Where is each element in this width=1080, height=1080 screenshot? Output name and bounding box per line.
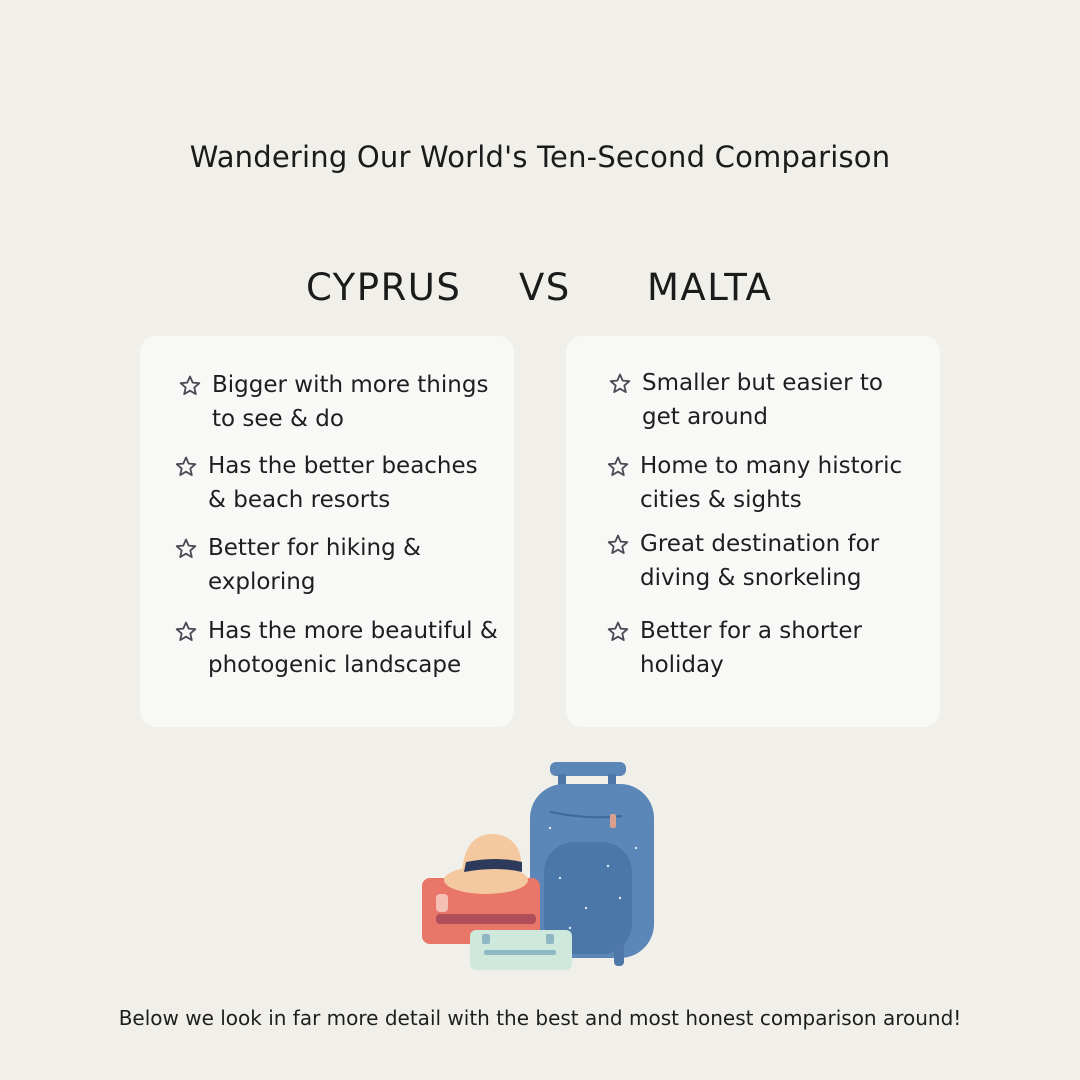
list-item-text: Better for a shorter holiday [640, 618, 862, 678]
list-item [174, 531, 498, 599]
list-item [174, 449, 498, 517]
star-icon [608, 372, 632, 396]
star-icon [174, 455, 198, 479]
cyprus-card [140, 336, 514, 727]
list-item [608, 366, 922, 434]
footer-text: Below we look in far more detail with the best and most honest comparison around! [118, 1006, 962, 1030]
list-item-text: Smaller but easier to get around [642, 370, 883, 430]
star-icon [606, 455, 630, 479]
comparison-header [0, 266, 1080, 316]
list-item [606, 449, 910, 517]
star-icon [174, 620, 198, 644]
hat-icon [444, 834, 528, 894]
list-item [178, 368, 502, 436]
list-item-text: Has the better beaches & beach resorts [208, 453, 478, 513]
list-item [606, 614, 880, 682]
star-icon [606, 620, 630, 644]
star-icon [178, 374, 202, 398]
luggage-illustration [410, 758, 670, 973]
list-item-text: Bigger with more things to see & do [212, 372, 489, 432]
list-item-text: Has the more beautiful & photogenic landscape [208, 618, 498, 678]
mint-suitcase-icon [470, 930, 572, 970]
list-item-text: Home to many historic cities & sights [640, 453, 903, 513]
list-item [606, 527, 900, 595]
malta-title: MALTA [647, 266, 773, 309]
vs-label: VS [519, 266, 571, 309]
list-item-text: Great destination for diving & snorkeling [640, 531, 880, 591]
list-item-text: Better for hiking & exploring [208, 535, 421, 595]
list-item [174, 614, 508, 682]
star-icon [174, 537, 198, 561]
page-title: Wandering Our World's Ten-Second Comparison [189, 140, 891, 174]
cyprus-title: CYPRUS [306, 266, 462, 309]
malta-card [566, 336, 940, 727]
star-icon [606, 533, 630, 557]
